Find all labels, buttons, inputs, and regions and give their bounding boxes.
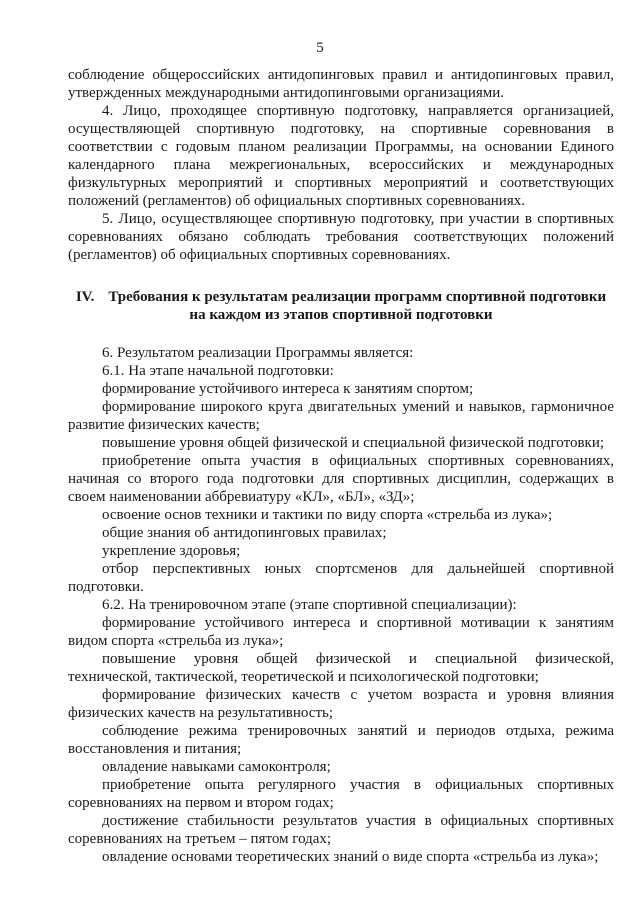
list-item: формирование физических качеств с учетом возраста и уровня влияния физических качеств на результативность; xyxy=(68,687,614,721)
list-item: формирование устойчивого интереса и спортивной мотивации к занятиям видом спорта «стрельба из лука»; xyxy=(68,615,614,649)
list-item: овладение навыками самоконтроля; xyxy=(102,759,331,775)
list-item: формирование устойчивого интереса к занятиям спортом; xyxy=(102,381,474,397)
paragraph: 4. Лицо, проходящее спортивную подготовку, направляется организацией, осуществляющей спортивную подготовку, на спортивные соревнования в соответствии с годовым планом реализации Программы, на основании Единого календарного плана межрегиональных, всероссийских и международных физкультурных мероприятий и спортивных мероприятий и соответствующих положений (регламентов) об официальных спортивных соревнованиях. xyxy=(68,103,614,209)
page-number: 5 xyxy=(316,40,324,56)
list-item: повышение уровня общей физической и специальной физической, технической, тактической, теоретической и психологической подготовки; xyxy=(68,651,614,685)
list-item: отбор перспективных юных спортсменов для дальнейшей спортивной подготовки. xyxy=(68,561,614,595)
list-item: повышение уровня общей физической и специальной физической подготовки; xyxy=(102,435,605,451)
section-number: IV. xyxy=(75,289,95,305)
list-item: освоение основ техники и тактики по виду спорта «стрельба из лука»; xyxy=(102,507,553,523)
paragraph: соблюдение общероссийских антидопинговых правил и антидопинговых правил, утвержденных международными антидопинговыми организациями. xyxy=(68,67,614,101)
paragraph: 5. Лицо, осуществляющее спортивную подготовку, при участии в спортивных соревнованиях обязано соблюдать требования соответствующих положений (регламентов) об официальных спортивных соревнованиях. xyxy=(68,211,614,263)
list-item: формирование широкого круга двигательных умений и навыков, гармоничное развитие физических качеств; xyxy=(68,399,614,433)
document-body xyxy=(68,66,614,866)
list-item: 6. Результатом реализации Программы является: xyxy=(102,345,414,361)
section-heading xyxy=(68,288,614,324)
list-item: укрепление здоровья; xyxy=(102,543,241,559)
list-item: достижение стабильности результатов участия в официальных спортивных соревнованиях на третьем – пятом годах; xyxy=(68,813,614,847)
list-item: соблюдение режима тренировочных занятий и периодов отдыха, режима восстановления и питания; xyxy=(68,723,614,757)
section-title: Требования к результатам реализации программ спортивной подготовки на каждом из этапов спортивной подготовки xyxy=(108,289,607,323)
list-item: приобретение опыта регулярного участия в официальных спортивных соревнованиях на первом и втором годах; xyxy=(68,777,614,811)
results-list xyxy=(68,344,614,866)
list-item: 6.1. На этапе начальной подготовки: xyxy=(102,363,334,379)
list-item: приобретение опыта участия в официальных спортивных соревнованиях, начиная со второго года подготовки для спортивных дисциплин, содержащих в своем наименовании аббревиатуру «КЛ», «БЛ», «ЗД»; xyxy=(68,453,614,505)
list-item: 6.2. На тренировочном этапе (этапе спортивной специализации): xyxy=(102,597,517,613)
list-item: общие знания об антидопинговых правилах; xyxy=(102,525,387,541)
list-item: овладение основами теоретических знаний о виде спорта «стрельба из лука»; xyxy=(102,849,599,865)
